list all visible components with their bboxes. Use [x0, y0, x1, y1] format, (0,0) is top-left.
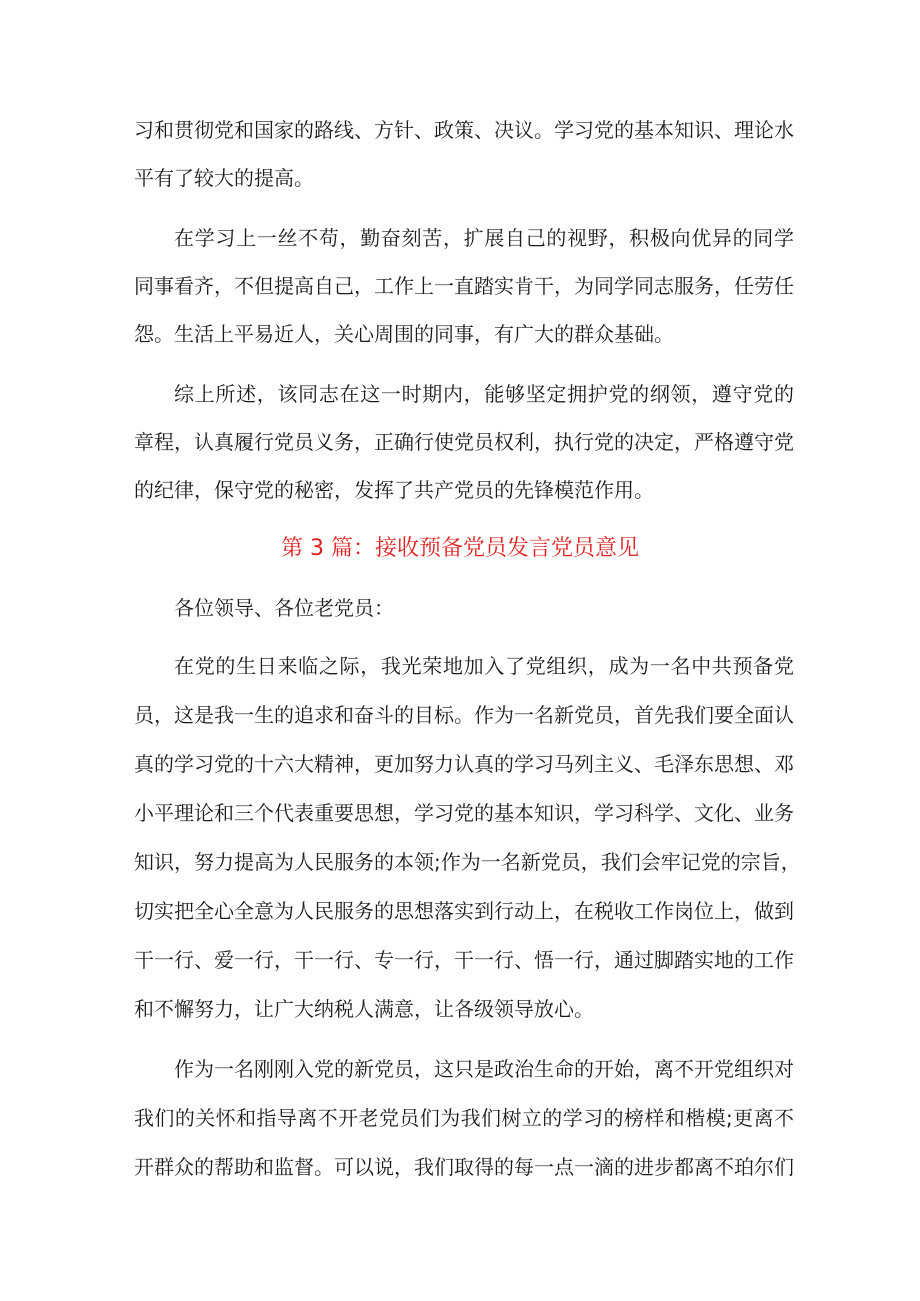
paragraph-line: 作为一名刚刚入党的新党员，这只是政治生命的开始，离不开党组织对 [174, 1057, 794, 1081]
paragraph-line: 的纪律，保守党的秘密，发挥了共产党员的先锋模范作用。 [134, 478, 654, 502]
paragraph-line: 习和贯彻党和国家的路线、方针、政策、决议。学习党的基本知识、理论水 [134, 118, 794, 142]
paragraph-line: 怨。生活上平易近人，关心周围的同事，有广大的群众基础。 [134, 322, 674, 346]
paragraph-line: 我们的关怀和指导离不开老党员们为我们树立的学习的榜样和楷模;更离不 [134, 1106, 794, 1130]
paragraph-line: 小平理论和三个代表重要思想，学习党的基本知识，学习科学、文化、业务 [134, 801, 794, 825]
paragraph-line: 干一行、爱一行，干一行、专一行，干一行、悟一行，通过脚踏实地的工作 [134, 948, 794, 972]
paragraph-line: 真的学习党的十六大精神，更加努力认真的学习马列主义、毛泽东思想、邓 [134, 752, 794, 776]
paragraph-line: 切实把全心全意为人民服务的思想落实到行动上，在税收工作岗位上，做到 [134, 899, 794, 923]
paragraph-line: 综上所述，该同志在这一时期内，能够坚定拥护党的纲领，遵守党的 [174, 382, 794, 406]
paragraph-line: 在学习上一丝不苟，勤奋刻苦，扩展自己的视野，积极向优异的同学 [174, 226, 794, 250]
paragraph-line: 员，这是我一生的追求和奋斗的目标。作为一名新党员，首先我们要全面认 [134, 703, 794, 727]
paragraph-line: 平有了较大的提高。 [134, 166, 314, 190]
paragraph-line: 开群众的帮助和监督。可以说，我们取得的每一点一滴的进步都离不珀尔们 [134, 1155, 794, 1179]
paragraph-line: 章程，认真履行党员义务，正确行使党员权利，执行党的决定，严格遵守党 [134, 430, 794, 454]
salutation: 各位领导、各位老党员： [174, 596, 394, 620]
section-heading: 第 3 篇：接收预备党员发言党员意见 [281, 536, 639, 561]
paragraph-line: 同事看齐，不但提高自己，工作上一直踏实肯干，为同学同志服务，任劳任 [134, 274, 794, 298]
paragraph-line: 和不懈努力，让广大纳税人满意，让各级领导放心。 [134, 997, 594, 1021]
paragraph-line: 知识，努力提高为人民服务的本领;作为一名新党员，我们会牢记党的宗旨， [134, 850, 801, 874]
paragraph-line: 在党的生日来临之际，我光荣地加入了党组织，成为一名中共预备党 [174, 654, 794, 678]
